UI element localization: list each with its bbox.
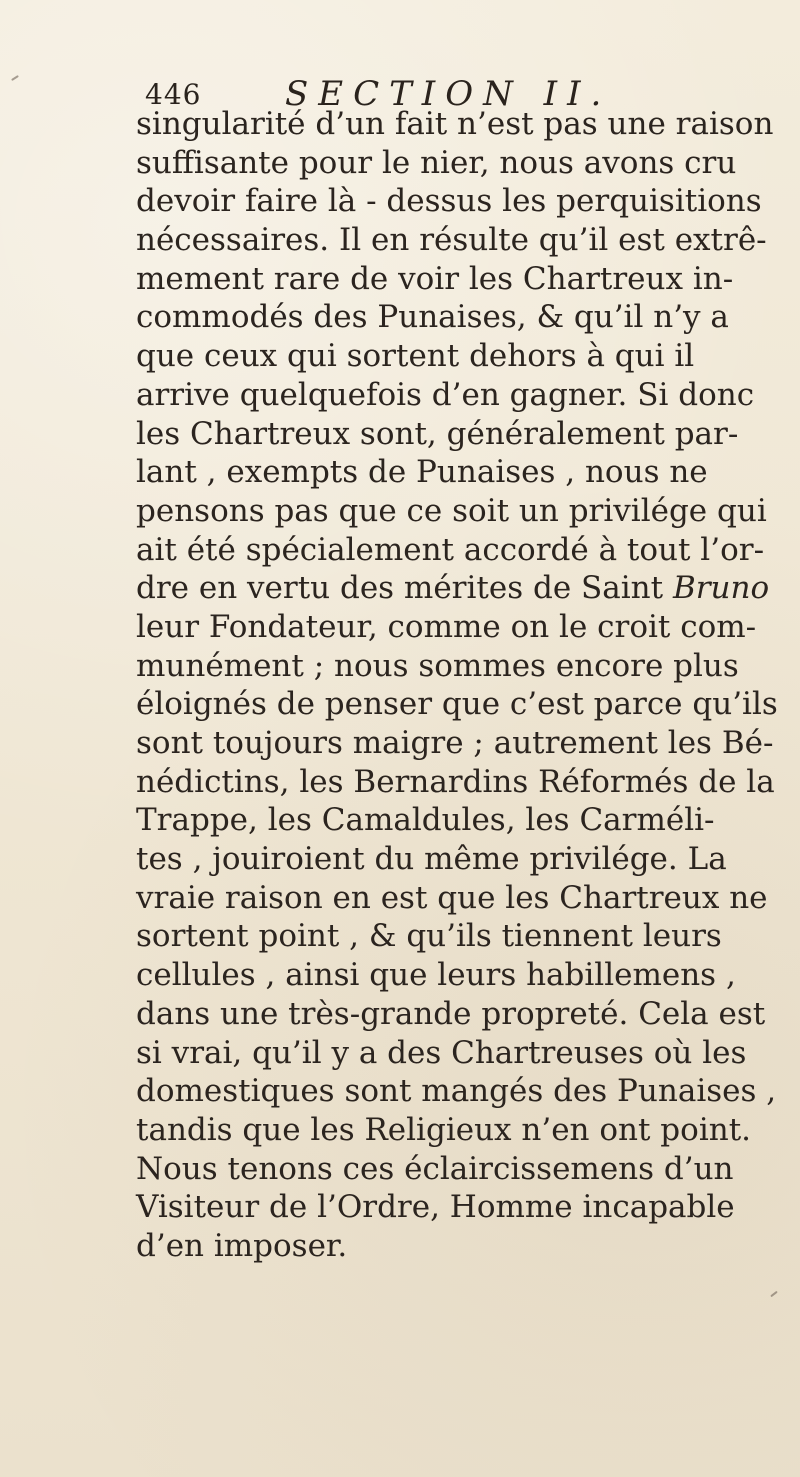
text-line: d’en imposer. bbox=[136, 1227, 348, 1264]
text-line: commodés des Punaises, & qu’il n’y a bbox=[136, 299, 729, 336]
text-line: devoir faire là - dessus les perquisitions bbox=[136, 183, 762, 220]
text-line: que ceux qui sortent dehors à qui il bbox=[136, 338, 695, 375]
text-line: singularité d’un fait n’est pas une raison bbox=[136, 106, 774, 142]
text-line: leur Fondateur, comme on le croit com- bbox=[136, 608, 757, 645]
page-number: 446 bbox=[145, 78, 202, 111]
text-line: cellules , ainsi que leurs habillemens , bbox=[136, 957, 736, 994]
text-line: tandis que les Religieux n’en ont point. bbox=[136, 1111, 752, 1148]
text-line: Trappe, les Camaldules, les Carméli- bbox=[136, 802, 715, 839]
text-line: sont toujours maigre ; autrement les Bé- bbox=[136, 725, 774, 761]
text-line: mement rare de voir les Chartreux in- bbox=[136, 260, 734, 297]
text-line: tes , jouiroient du même privilége. La bbox=[136, 841, 727, 878]
margin-mark bbox=[770, 1291, 778, 1298]
margin-mark bbox=[11, 75, 19, 81]
text-line: munément ; nous sommes encore plus bbox=[136, 647, 739, 684]
text-line: éloignés de penser que c’est parce qu’ils bbox=[136, 686, 778, 723]
body-text bbox=[136, 105, 778, 1266]
text-line: arrive quelquefois d’en gagner. Si donc bbox=[136, 376, 755, 413]
text-line: sortent point , & qu’ils tiennent leurs bbox=[136, 918, 722, 955]
text-line: domestiques sont mangés des Punaises , bbox=[136, 1073, 777, 1110]
running-head: SECTION II. bbox=[285, 74, 612, 114]
text-line: Nous tenons ces éclaircissemens d’un bbox=[136, 1150, 734, 1187]
text-line: ait été spécialement accordé à tout l’or- bbox=[136, 531, 765, 568]
text-line: Visiteur de l’Ordre, Homme incapable bbox=[136, 1189, 735, 1226]
italic-name: Bruno bbox=[672, 570, 770, 607]
text-line-segment: dre en vertu des mérites de Saint bbox=[136, 570, 664, 607]
text-line: lant , exempts de Punaises , nous ne bbox=[136, 454, 708, 491]
text-line: vraie raison en est que les Chartreux ne bbox=[136, 879, 768, 916]
text-line: les Chartreux sont, généralement par- bbox=[136, 415, 739, 452]
text-line: nédictins, les Bernardins Réformés de la bbox=[136, 763, 775, 800]
text-line-with-italic bbox=[136, 569, 770, 608]
text-line: si vrai, qu’il y a des Chartreuses où les bbox=[136, 1034, 747, 1071]
page-header bbox=[145, 70, 705, 114]
text-line: dans une très-grande propreté. Cela est bbox=[136, 995, 766, 1032]
text-line: suffisante pour le nier, nous avons cru bbox=[136, 144, 737, 181]
text-line: nécessaires. Il en résulte qu’il est extrê- bbox=[136, 222, 767, 259]
text-line: pensons pas que ce soit un privilége qui bbox=[136, 492, 767, 529]
